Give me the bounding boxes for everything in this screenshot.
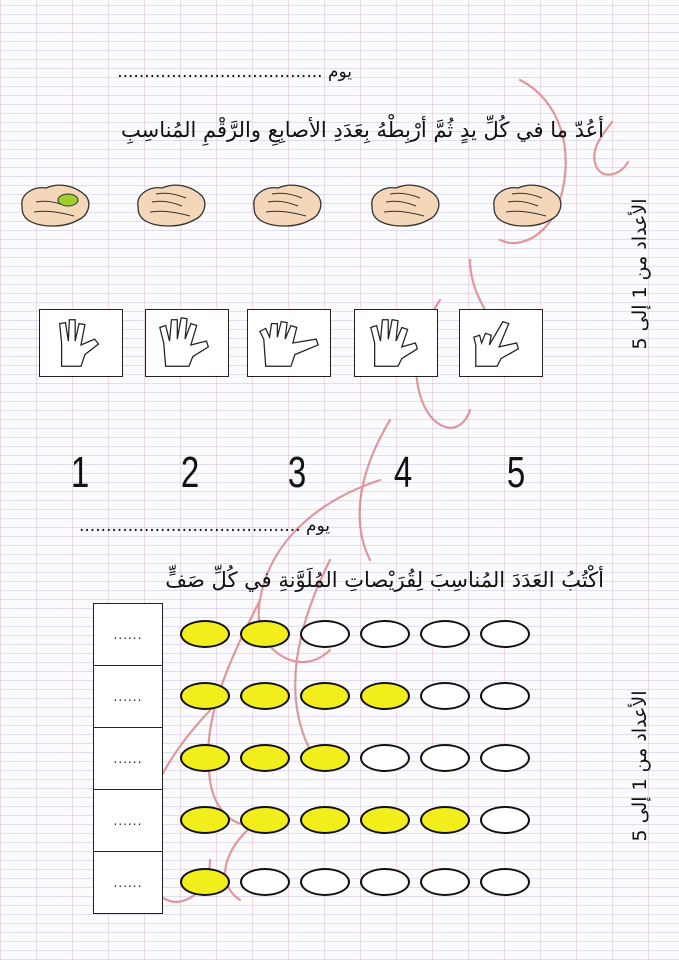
empty-pill	[480, 744, 530, 772]
empty-pill	[480, 620, 530, 648]
colored-pill	[240, 620, 290, 648]
colored-pill	[240, 682, 290, 710]
number-4: 4	[393, 448, 413, 497]
colored-pill	[180, 744, 230, 772]
colored-pill	[300, 682, 350, 710]
finger-box[interactable]	[354, 309, 438, 377]
empty-pill	[420, 620, 470, 648]
finger-box[interactable]	[459, 309, 543, 377]
colored-pill	[300, 744, 350, 772]
colored-pill	[180, 868, 230, 896]
colored-pill	[180, 620, 230, 648]
number-1: 1	[70, 448, 90, 497]
day-label-bottom: يوم .........................................	[79, 516, 330, 536]
finger-box[interactable]	[247, 309, 331, 377]
hand-five-fingers-icon	[146, 310, 228, 376]
side-title-bottom: الأعداد من 1 إلى 5	[629, 690, 651, 842]
empty-pill	[420, 868, 470, 896]
colored-pill	[180, 806, 230, 834]
pill-row	[180, 806, 530, 834]
hand-four-fingers-icon	[248, 310, 330, 376]
colored-pill	[240, 744, 290, 772]
answer-field[interactable]: ......	[94, 790, 162, 852]
pill-row	[180, 868, 530, 896]
empty-pill	[240, 868, 290, 896]
hand-three-fingers-icon	[40, 310, 122, 376]
number-2: 2	[180, 448, 200, 497]
instruction-top: أعُدّ ما في كُلِّ يدٍ ثُمَّ أرْبِطْهُ بِعَدَدِ الأصابِعِ والرَّقْمِ المُناسِبِ	[121, 118, 604, 142]
colored-pill	[240, 806, 290, 834]
day-label-top: يوم ......................................	[117, 62, 352, 82]
colored-pill	[300, 806, 350, 834]
answer-field[interactable]: ......	[94, 604, 162, 666]
empty-pill	[300, 620, 350, 648]
answer-field[interactable]: ......	[94, 666, 162, 728]
cupped-hands-icon	[248, 172, 326, 232]
answer-column	[93, 603, 163, 914]
empty-pill	[480, 868, 530, 896]
cupped-hands-icon	[366, 172, 444, 232]
empty-pill	[480, 682, 530, 710]
pill-row	[180, 682, 530, 710]
instruction-bottom: أكْتُبُ العَدَدَ المُناسِبَ لِقُرَيْصاتِ المُلَوَّنةِ في كُلِّ صَفٍّ	[165, 568, 604, 592]
hand-two-fingers-icon	[460, 310, 542, 376]
empty-pill	[420, 744, 470, 772]
finger-box[interactable]	[145, 309, 229, 377]
side-title-top: الأعداد من 1 إلى 5	[629, 198, 651, 350]
empty-pill	[300, 868, 350, 896]
colored-pill	[360, 806, 410, 834]
colored-pill	[180, 682, 230, 710]
colored-pill	[360, 682, 410, 710]
pill-row	[180, 744, 530, 772]
colored-pill	[420, 806, 470, 834]
empty-pill	[360, 744, 410, 772]
empty-pill	[360, 868, 410, 896]
cupped-hands-icon	[132, 172, 210, 232]
empty-pill	[420, 682, 470, 710]
finger-box[interactable]	[39, 309, 123, 377]
pill-row	[180, 620, 530, 648]
empty-pill	[480, 806, 530, 834]
hand-three-fingers-icon	[355, 310, 437, 376]
number-5: 5	[506, 448, 526, 497]
cupped-hands-icon	[488, 172, 566, 232]
answer-field[interactable]: ......	[94, 728, 162, 790]
empty-pill	[360, 620, 410, 648]
answer-field[interactable]: ......	[94, 852, 162, 914]
cupped-hands-icon	[16, 172, 94, 232]
number-3: 3	[287, 448, 307, 497]
